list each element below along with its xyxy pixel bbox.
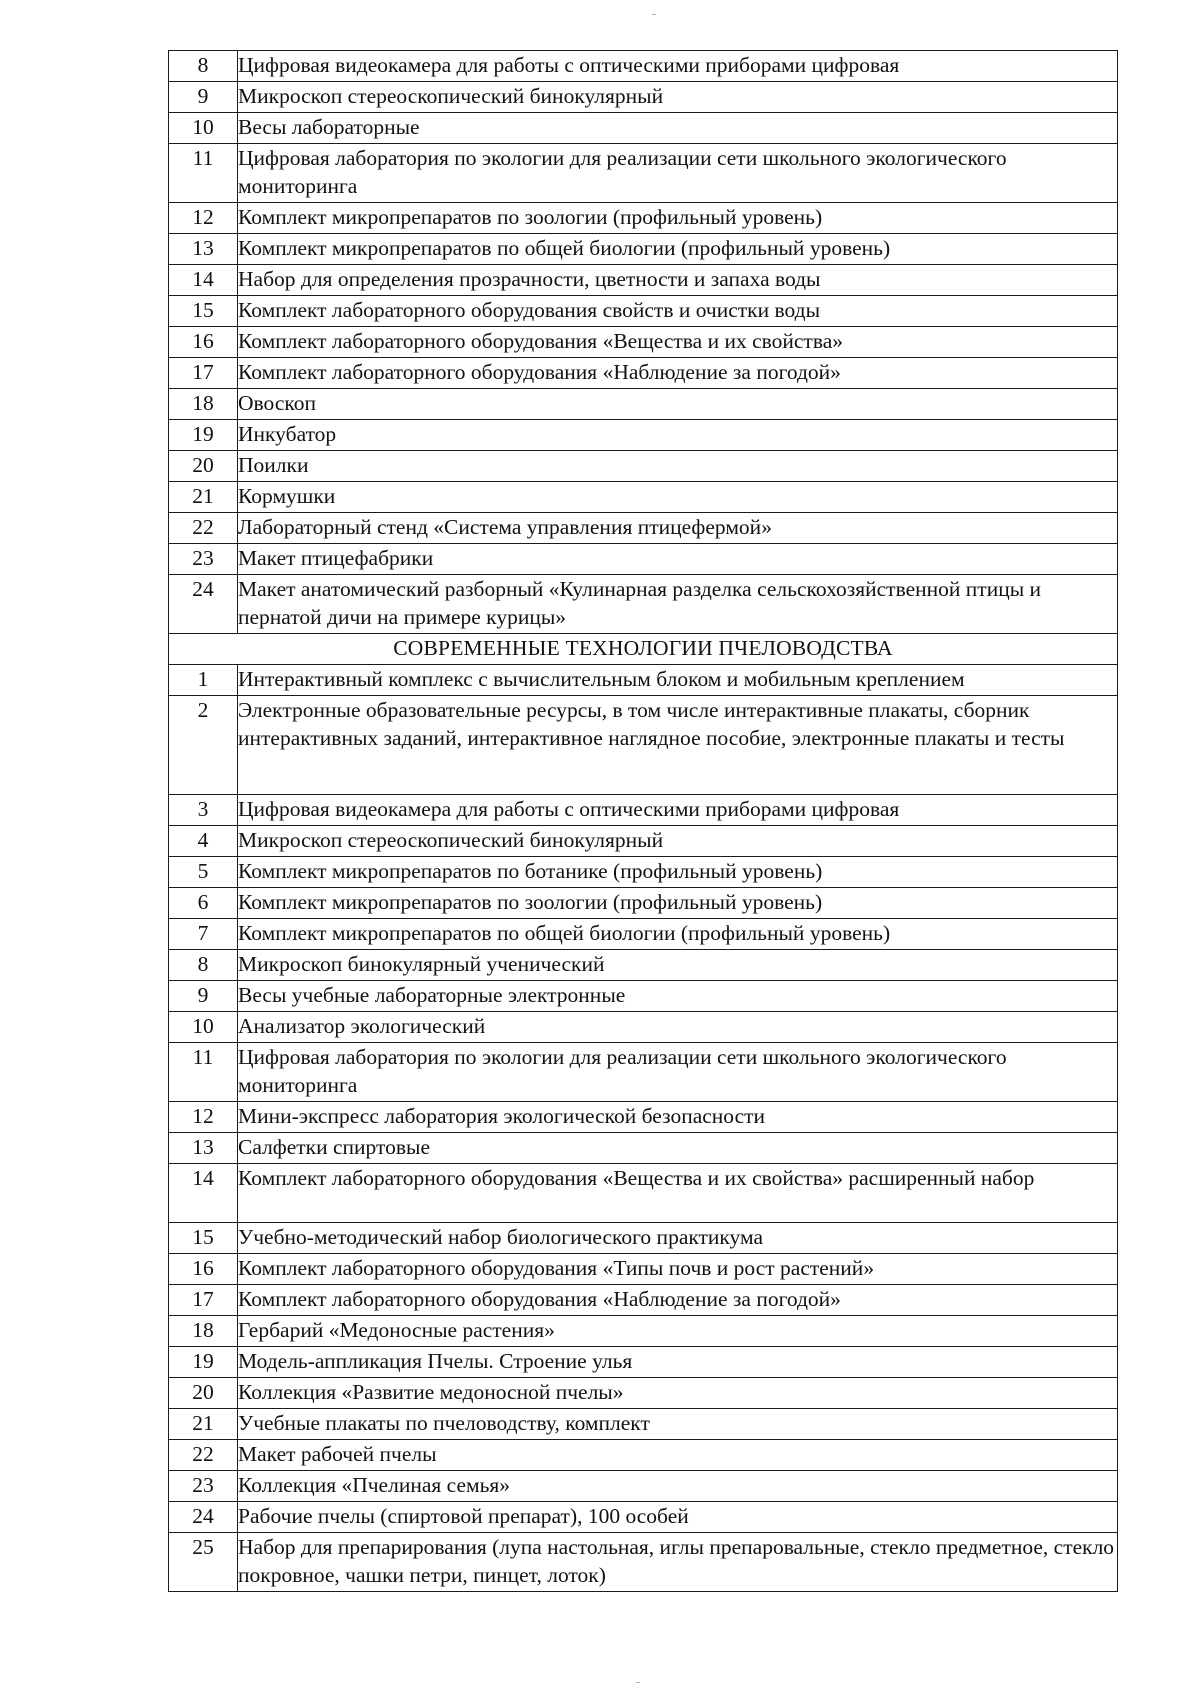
row-item-name: Комплект лабораторного оборудования свойств и очистки воды: [238, 296, 1118, 327]
row-number: 10: [169, 113, 238, 144]
row-item-name: Макет птицефабрики: [238, 544, 1118, 575]
table-row: [169, 234, 1118, 265]
row-number: 11: [169, 1043, 238, 1102]
table-row: [169, 826, 1118, 857]
table-row: [169, 451, 1118, 482]
row-item-name: Комплект микропрепаратов по общей биологии (профильный уровень): [238, 234, 1118, 265]
row-item-name: Набор для определения прозрачности, цветности и запаха воды: [238, 265, 1118, 296]
row-item-name: Комплект лабораторного оборудования «Вещества и их свойства»: [238, 327, 1118, 358]
table-row: [169, 358, 1118, 389]
scan-mark-top: [652, 14, 656, 15]
row-item-name: Гербарий «Медоносные растения»: [238, 1316, 1118, 1347]
table-row: [169, 1502, 1118, 1533]
table-row: [169, 1043, 1118, 1102]
row-number: 18: [169, 389, 238, 420]
row-number: 14: [169, 1164, 238, 1223]
row-item-name: Комплект микропрепаратов по зоологии (профильный уровень): [238, 888, 1118, 919]
row-item-name: Комплект лабораторного оборудования «Вещества и их свойства» расширенный набор: [238, 1164, 1118, 1223]
table-row: [169, 919, 1118, 950]
row-item-name: Макет рабочей пчелы: [238, 1440, 1118, 1471]
row-item-name: Макет анатомический разборный «Кулинарная разделка сельскохозяйственной птицы и пернатой дичи на примере курицы»: [238, 575, 1118, 634]
row-number: 12: [169, 203, 238, 234]
row-number: 7: [169, 919, 238, 950]
row-number: 12: [169, 1102, 238, 1133]
table-row: [169, 420, 1118, 451]
equipment-table: [168, 50, 1118, 1592]
table-row: [169, 1378, 1118, 1409]
row-number: 21: [169, 1409, 238, 1440]
row-number: 1: [169, 665, 238, 696]
table-row: [169, 203, 1118, 234]
row-item-name: Набор для препарирования (лупа настольная, иглы препаровальные, стекло предметное, стекло покровное, чашки петри, пинцет, лоток): [238, 1533, 1118, 1592]
table-row: [169, 981, 1118, 1012]
row-item-name: Кормушки: [238, 482, 1118, 513]
row-item-name: Электронные образовательные ресурсы, в том числе интерактивные плакаты, сборник интерактивных заданий, интерактивное наглядное пособие, электронные плакаты и тесты: [238, 696, 1118, 795]
row-item-name: Комплект лабораторного оборудования «Наблюдение за погодой»: [238, 358, 1118, 389]
row-item-name: Комплект микропрепаратов по общей биологии (профильный уровень): [238, 919, 1118, 950]
row-item-name: Анализатор экологический: [238, 1012, 1118, 1043]
row-item-name: Комплект лабораторного оборудования «Наблюдение за погодой»: [238, 1285, 1118, 1316]
table-row: [169, 696, 1118, 795]
row-number: 19: [169, 420, 238, 451]
table-row: [169, 482, 1118, 513]
table-row: [169, 1102, 1118, 1133]
row-number: 9: [169, 981, 238, 1012]
row-item-name: Мини-экспресс лаборатория экологической безопасности: [238, 1102, 1118, 1133]
table-row: [169, 950, 1118, 981]
row-number: 23: [169, 1471, 238, 1502]
row-number: 8: [169, 51, 238, 82]
table-row: [169, 665, 1118, 696]
row-item-name: Весы учебные лабораторные электронные: [238, 981, 1118, 1012]
row-number: 13: [169, 1133, 238, 1164]
row-number: 14: [169, 265, 238, 296]
table-row: [169, 1409, 1118, 1440]
row-number: 10: [169, 1012, 238, 1043]
row-item-name: Лабораторный стенд «Система управления птицефермой»: [238, 513, 1118, 544]
row-item-name: Учебно-методический набор биологического практикума: [238, 1223, 1118, 1254]
row-item-name: Комплект микропрепаратов по зоологии (профильный уровень): [238, 203, 1118, 234]
row-item-name: Рабочие пчелы (спиртовой препарат), 100 особей: [238, 1502, 1118, 1533]
table-row: [169, 1223, 1118, 1254]
row-number: 20: [169, 1378, 238, 1409]
table-row: [169, 1347, 1118, 1378]
row-item-name: Весы лабораторные: [238, 113, 1118, 144]
section-title: СОВРЕМЕННЫЕ ТЕХНОЛОГИИ ПЧЕЛОВОДСТВА: [169, 634, 1118, 665]
row-item-name: Комплект микропрепаратов по ботанике (профильный уровень): [238, 857, 1118, 888]
table-row: [169, 1533, 1118, 1592]
table-row: [169, 888, 1118, 919]
row-number: 3: [169, 795, 238, 826]
table-row: [169, 1012, 1118, 1043]
row-item-name: Цифровая лаборатория по экологии для реализации сети школьного экологического мониторинга: [238, 1043, 1118, 1102]
row-number: 19: [169, 1347, 238, 1378]
row-number: 15: [169, 1223, 238, 1254]
row-item-name: Цифровая видеокамера для работы с оптическими приборами цифровая: [238, 51, 1118, 82]
table-row: [169, 113, 1118, 144]
table-row: [169, 389, 1118, 420]
table-row: [169, 1471, 1118, 1502]
table-row: [169, 51, 1118, 82]
row-item-name: Цифровая лаборатория по экологии для реализации сети школьного экологического мониторинга: [238, 144, 1118, 203]
row-number: 24: [169, 1502, 238, 1533]
table-row: [169, 296, 1118, 327]
row-number: 22: [169, 1440, 238, 1471]
row-number: 15: [169, 296, 238, 327]
row-number: 24: [169, 575, 238, 634]
table-row: [169, 795, 1118, 826]
row-item-name: Модель-аппликация Пчелы. Строение улья: [238, 1347, 1118, 1378]
row-number: 4: [169, 826, 238, 857]
row-number: 6: [169, 888, 238, 919]
row-item-name: Микроскоп бинокулярный ученический: [238, 950, 1118, 981]
row-number: 5: [169, 857, 238, 888]
row-item-name: Овоскоп: [238, 389, 1118, 420]
row-number: 8: [169, 950, 238, 981]
table-row: [169, 1133, 1118, 1164]
row-item-name: Комплект лабораторного оборудования «Типы почв и рост растений»: [238, 1254, 1118, 1285]
row-number: 11: [169, 144, 238, 203]
row-number: 17: [169, 358, 238, 389]
row-item-name: Коллекция «Развитие медоносной пчелы»: [238, 1378, 1118, 1409]
table-row: [169, 575, 1118, 634]
row-number: 18: [169, 1316, 238, 1347]
row-number: 16: [169, 327, 238, 358]
row-number: 22: [169, 513, 238, 544]
row-item-name: Учебные плакаты по пчеловодству, комплект: [238, 1409, 1118, 1440]
table-row: [169, 82, 1118, 113]
row-number: 9: [169, 82, 238, 113]
table-row: [169, 513, 1118, 544]
table-row: [169, 265, 1118, 296]
row-item-name: Салфетки спиртовые: [238, 1133, 1118, 1164]
row-item-name: Микроскоп стереоскопический бинокулярный: [238, 82, 1118, 113]
table-row: [169, 857, 1118, 888]
table-row: [169, 1316, 1118, 1347]
table-row: [169, 1254, 1118, 1285]
table-row: [169, 1285, 1118, 1316]
row-item-name: Цифровая видеокамера для работы с оптическими приборами цифровая: [238, 795, 1118, 826]
row-number: 13: [169, 234, 238, 265]
table-row: [169, 1164, 1118, 1223]
row-item-name: Интерактивный комплекс с вычислительным блоком и мобильным креплением: [238, 665, 1118, 696]
section-header-row: [169, 634, 1118, 665]
row-item-name: Коллекция «Пчелиная семья»: [238, 1471, 1118, 1502]
row-number: 17: [169, 1285, 238, 1316]
row-item-name: Микроскоп стереоскопический бинокулярный: [238, 826, 1118, 857]
scan-mark-bottom: [636, 1682, 640, 1683]
row-number: 2: [169, 696, 238, 795]
table-row: [169, 544, 1118, 575]
row-number: 23: [169, 544, 238, 575]
row-number: 16: [169, 1254, 238, 1285]
row-number: 21: [169, 482, 238, 513]
table-row: [169, 1440, 1118, 1471]
row-item-name: Поилки: [238, 451, 1118, 482]
table-row: [169, 144, 1118, 203]
row-item-name: Инкубатор: [238, 420, 1118, 451]
row-number: 25: [169, 1533, 238, 1592]
row-number: 20: [169, 451, 238, 482]
table-row: [169, 327, 1118, 358]
equipment-table-body: [169, 51, 1118, 1592]
